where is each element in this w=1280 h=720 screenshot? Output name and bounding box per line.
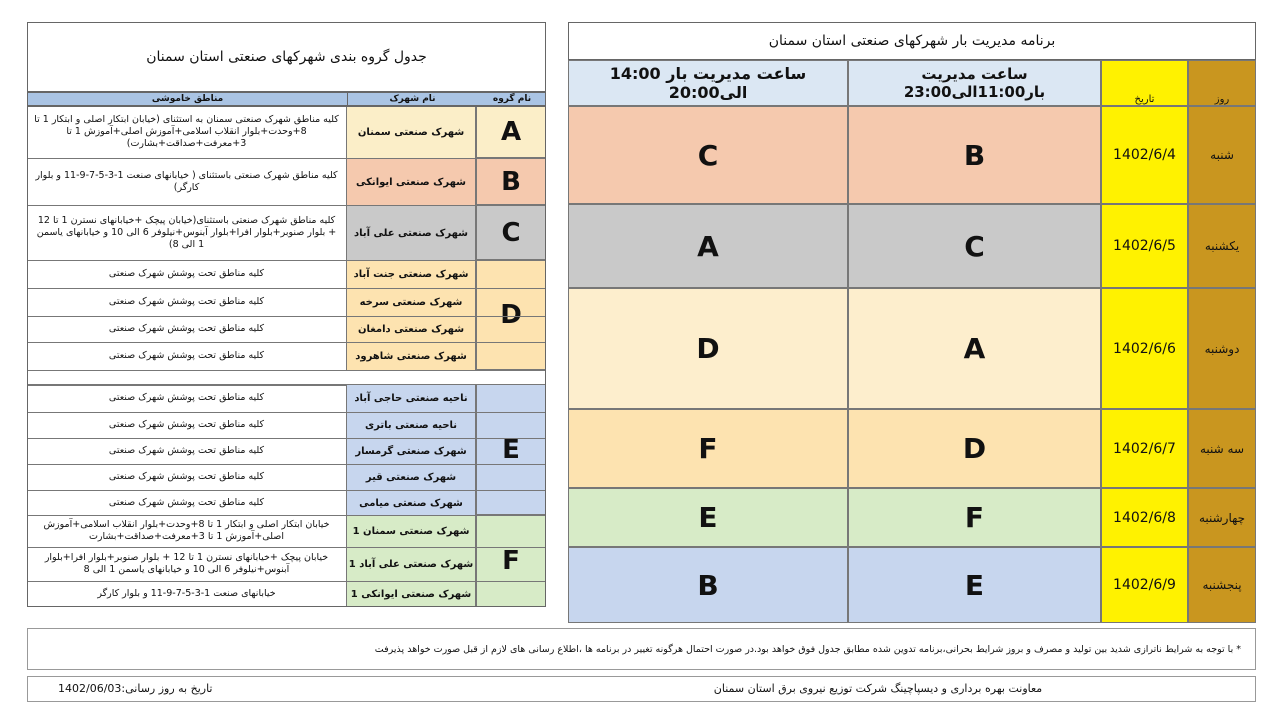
slot-14-20-group: A [568,204,848,288]
slot-11-23-group: C [848,204,1101,288]
group-letter-c: C [476,205,546,260]
left-table-header [27,92,546,106]
blackout-areas: خیابانهای صنعت 1-3-5-7-9-11 و بلوار کارگر [97,588,276,599]
header-date: تاریخ [1101,60,1188,106]
schedule-date: 1402/6/8 [1101,488,1188,547]
blackout-areas: کلیه مناطق تحت پوشش شهرک صنعتی [108,419,265,430]
town-name: شهرک صنعتی ایوانکی [346,158,476,205]
schedule-day: یکشنبه [1188,204,1256,288]
header-day: روز [1188,60,1256,106]
town-name: شهرک صنعتی ایوانکی 1 [346,581,476,607]
town-name: شهرک صنعتی علی آباد 1 [346,547,476,581]
group-letter-b: B [476,158,546,205]
footer-update-date: تاریخ به روز رسانی:1402/06/03 [58,682,213,695]
slot-14-20-group: B [568,547,848,623]
blackout-areas: کلیه مناطق تحت پوشش شهرک صنعتی [108,268,265,279]
schedule-day: سه شنبه [1188,409,1256,488]
schedule-date: 1402/6/5 [1101,204,1188,288]
schedule-day: دوشنبه [1188,288,1256,409]
slot-11-23-group: A [848,288,1101,409]
group-letter-e: E [476,384,546,515]
blackout-areas: کلیه مناطق شهرک صنعتی باستثنای(خیابان پیچک +خیابانهای نسترن 1 تا 12 + بلوار صنوبر+بلوار افرا+بلوار آبنوس+نیلوفر 6 الی 10 و خیابانهای یاسمن 1 الی 8) [36,214,337,250]
footer-org: معاونت بهره برداری و دیسپاچینگ شرکت توزیع نیروی برق استان سمنان [713,682,1043,695]
footnote [27,628,1256,670]
town-name: شهرک صنعتی میامی [346,490,476,515]
blackout-areas: کلیه مناطق شهرک صنعتی باستثنای ( خیابانهای صنعت 1-3-5-7-9-11 و بلوار کارگر) [35,169,338,193]
slot-14-20-group: C [568,106,848,204]
header-slot-11-23: ساعت مدیریت بار11:00الی23:00 [848,60,1101,106]
schedule-day: شنبه [1188,106,1256,204]
blackout-areas: کلیه مناطق تحت پوشش شهرک صنعتی [108,350,265,361]
group-letter-a: A [476,106,546,158]
slot-11-23-group: E [848,547,1101,623]
schedule-day: چهارشنبه [1188,488,1256,547]
town-name: شهرک صنعتی گرمسار [346,438,476,464]
right-table-title [568,22,1256,60]
slot-11-23-group: B [848,106,1101,204]
blackout-areas: کلیه مناطق تحت پوشش شهرک صنعتی [108,323,265,334]
schedule-date: 1402/6/6 [1101,288,1188,409]
header-slot-14-20: ساعت مدیریت بار 14:00 الی20:00 [568,60,848,106]
blackout-areas: کلیه مناطق تحت پوشش شهرک صنعتی [108,296,265,307]
schedule-date: 1402/6/9 [1101,547,1188,623]
slot-11-23-group: D [848,409,1101,488]
slot-14-20-group: D [568,288,848,409]
slot-11-23-group: F [848,488,1101,547]
footnote-text: * با توجه به شرایط ناترازی شدید بین تولید و مصرف و بروز شرایط بحرانی،برنامه تدوین شده مطابق جدول فوق خواهد بود.در صورت احتمال هرگونه تغییر در برنامه ها ،اطلاع رسانی های لازم از قبل صورت خواهد پذیرفت [374,643,1241,655]
blackout-areas: خیابان پیچک +خیابانهای نسترن 1 تا 12 + بلوار صنوبر+بلوار افرا+بلوار آبنوس+نیلوفر 6 الی 10 و خیابانهای یاسمن 1 الی 8 [44,552,329,575]
group-letter-f: F [476,515,546,607]
schedule-day: پنجشنبه [1188,547,1256,623]
blackout-areas: کلیه مناطق تحت پوشش شهرک صنعتی [108,392,265,403]
group-letter-d: D [476,260,546,370]
schedule-date: 1402/6/4 [1101,106,1188,204]
town-name: شهرک صنعتی دامغان [346,316,476,342]
slot-14-20-group: E [568,488,848,547]
town-name: شهرک صنعتی علی آباد [346,205,476,260]
town-name: شهرک صنعتی سرخه [346,288,476,316]
schedule-date: 1402/6/7 [1101,409,1188,488]
town-name: ناحیه صنعتی باتری [346,412,476,438]
blackout-areas: کلیه مناطق تحت پوشش شهرک صنعتی [108,445,265,456]
slot-14-20-group: F [568,409,848,488]
footer [27,676,1256,702]
town-name: شهرک صنعتی قیر [346,464,476,490]
header-town: نام شهرک [347,93,477,105]
town-name: شهرک صنعتی شاهرود [346,342,476,370]
blackout-areas: کلیه مناطق تحت پوشش شهرک صنعتی [108,471,265,482]
blackout-areas: کلیه مناطق تحت پوشش شهرک صنعتی [108,496,265,508]
town-name: شهرک صنعتی سمنان 1 [346,515,476,547]
town-name: شهرک صنعتی جنت آباد [346,260,476,288]
left-table-title [27,22,546,92]
town-name: شهرک صنعتی سمنان [346,106,476,158]
left-table-title-text: جدول گروه بندی شهرکهای صنعتی استان سمنان [146,49,427,65]
right-table-title-text: برنامه مدیریت بار شهرکهای صنعتی استان سمنان [768,33,1056,49]
town-name: ناحیه صنعتی حاجی آباد [346,384,476,412]
header-group: نام گروه [492,94,532,104]
blackout-areas: خیابان ابتکار اصلی و ابتکار 1 تا 8+وحدت+بلوار انقلاب اسلامی+آموزش اصلی+آموزش 1 تا 3+معرفت+صداقت+بشارت [43,519,330,542]
header-areas: مناطق خاموشی [151,94,224,104]
blackout-areas: کلیه مناطق شهرک صنعتی سمنان به استثنای (خیابان ابتکار اصلی و ابتکار 1 تا 8+وحدت+بلوار انقلاب اسلامی+آموزش اصلی+آموزش 1 تا 3+معرفت+صداقت+بشارت) [34,114,339,149]
